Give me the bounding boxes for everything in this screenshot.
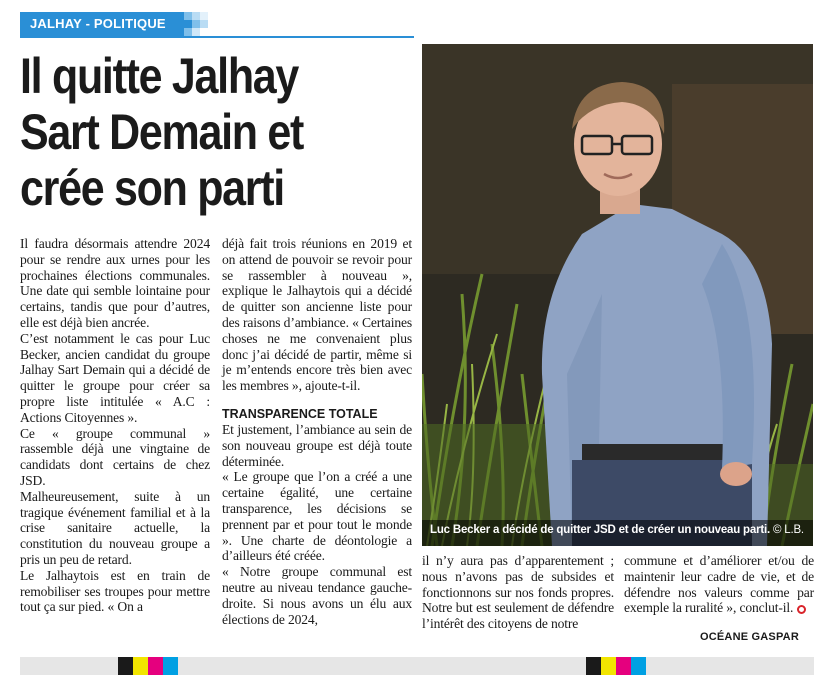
caption-text: Luc Becker a décidé de quitter JSD et de créer un nouveau parti. [430, 524, 770, 536]
paragraph: « Notre groupe communal est neutre au niveau tendance gauche-droite. Si nous avons un élu aux élections de 2024, [222, 564, 412, 627]
paragraph: C’est notamment le cas pour Luc Becker, ancien candidat du groupe Jalhay Sart Demain qui a décidé de quitter le groupe pour créer sa propre liste intitulée « A.C : Actions Citoyennes ». [20, 330, 210, 425]
author-byline: OCÉANE GASPAR [700, 631, 799, 643]
paragraph [624, 553, 814, 616]
section-rubric [20, 12, 208, 36]
rubric-decoration [176, 12, 208, 36]
photo-credit: © L.B. [772, 524, 804, 536]
photo-caption [430, 524, 810, 536]
article-column-1 [20, 236, 210, 615]
headline-line: Il quitte Jalhay [20, 48, 299, 104]
end-mark-icon [797, 605, 806, 614]
paragraph: déjà fait trois réunions en 2019 et on attend de pouvoir se revoir pour se rassembler à nouveau », explique le Jalhaytois qui a décidé de quitter son ancienne liste pour des raisons d’ambiance. « Certaines choses ne me convenaient plus donc j’ai décidé de partir, même si je m’entends encore très bien avec les membres », ajoute-t-il. [222, 236, 412, 394]
paragraph: « Le groupe que l’on a créé a une certaine égalité, une certaine transparence, les décisions se prennent par et pour tout le monde ». Une charte de déontologie a d’ailleurs été créée. [222, 469, 412, 564]
paragraph: Et justement, l’ambiance au sein de son nouveau groupe est déjà toute déterminée. [222, 421, 412, 469]
portrait-illustration [422, 44, 813, 546]
paragraph-text: commune et d’améliorer et/ou de maintenir leur cadre de vie, et de défendre nos valeurs comme par exemple la ruralité », conclut-il. [624, 553, 814, 616]
article-column-4 [624, 553, 814, 616]
article-photo [422, 44, 813, 546]
rubric-underline [20, 36, 414, 38]
article-subheading: TRANSPARENCE TOTALE [222, 406, 378, 421]
article-column-2 [222, 236, 412, 627]
paragraph: Il faudra désormais attendre 2024 pour se rendre aux urnes pour les prochaines élections communales. Une date qui semble lointaine pour certains, tandis que pour d’autres, elle est déjà bien ancrée. [20, 236, 210, 330]
article-headline [20, 48, 355, 216]
print-color-bar [118, 657, 178, 675]
print-color-bar [586, 657, 646, 675]
headline-line: crée son parti [20, 160, 284, 216]
headline-line: Sart Demain et [20, 104, 304, 160]
article-column-3 [422, 553, 614, 632]
paragraph: Malheureusement, suite à un tragique événement familial et à la crise sanitaire actuelle, la constitution du nouveau groupe a pris un peu de retard. [20, 488, 210, 567]
rubric-label: JALHAY - POLITIQUE [20, 12, 176, 36]
paragraph: Ce « groupe communal » rassemble déjà une vingtaine de candidats dont certains de chez JSD. [20, 425, 210, 488]
paragraph: il n’y aura pas d’apparentement ; nous n’avons pas de subsides et fonctionnons sur nos fonds propres. Notre but est seulement de défendre l’intérêt des citoyens de notre [422, 553, 614, 632]
paragraph: Le Jalhaytois est en train de remobiliser ses troupes pour mettre tout ça sur pied. « On a [20, 567, 210, 615]
